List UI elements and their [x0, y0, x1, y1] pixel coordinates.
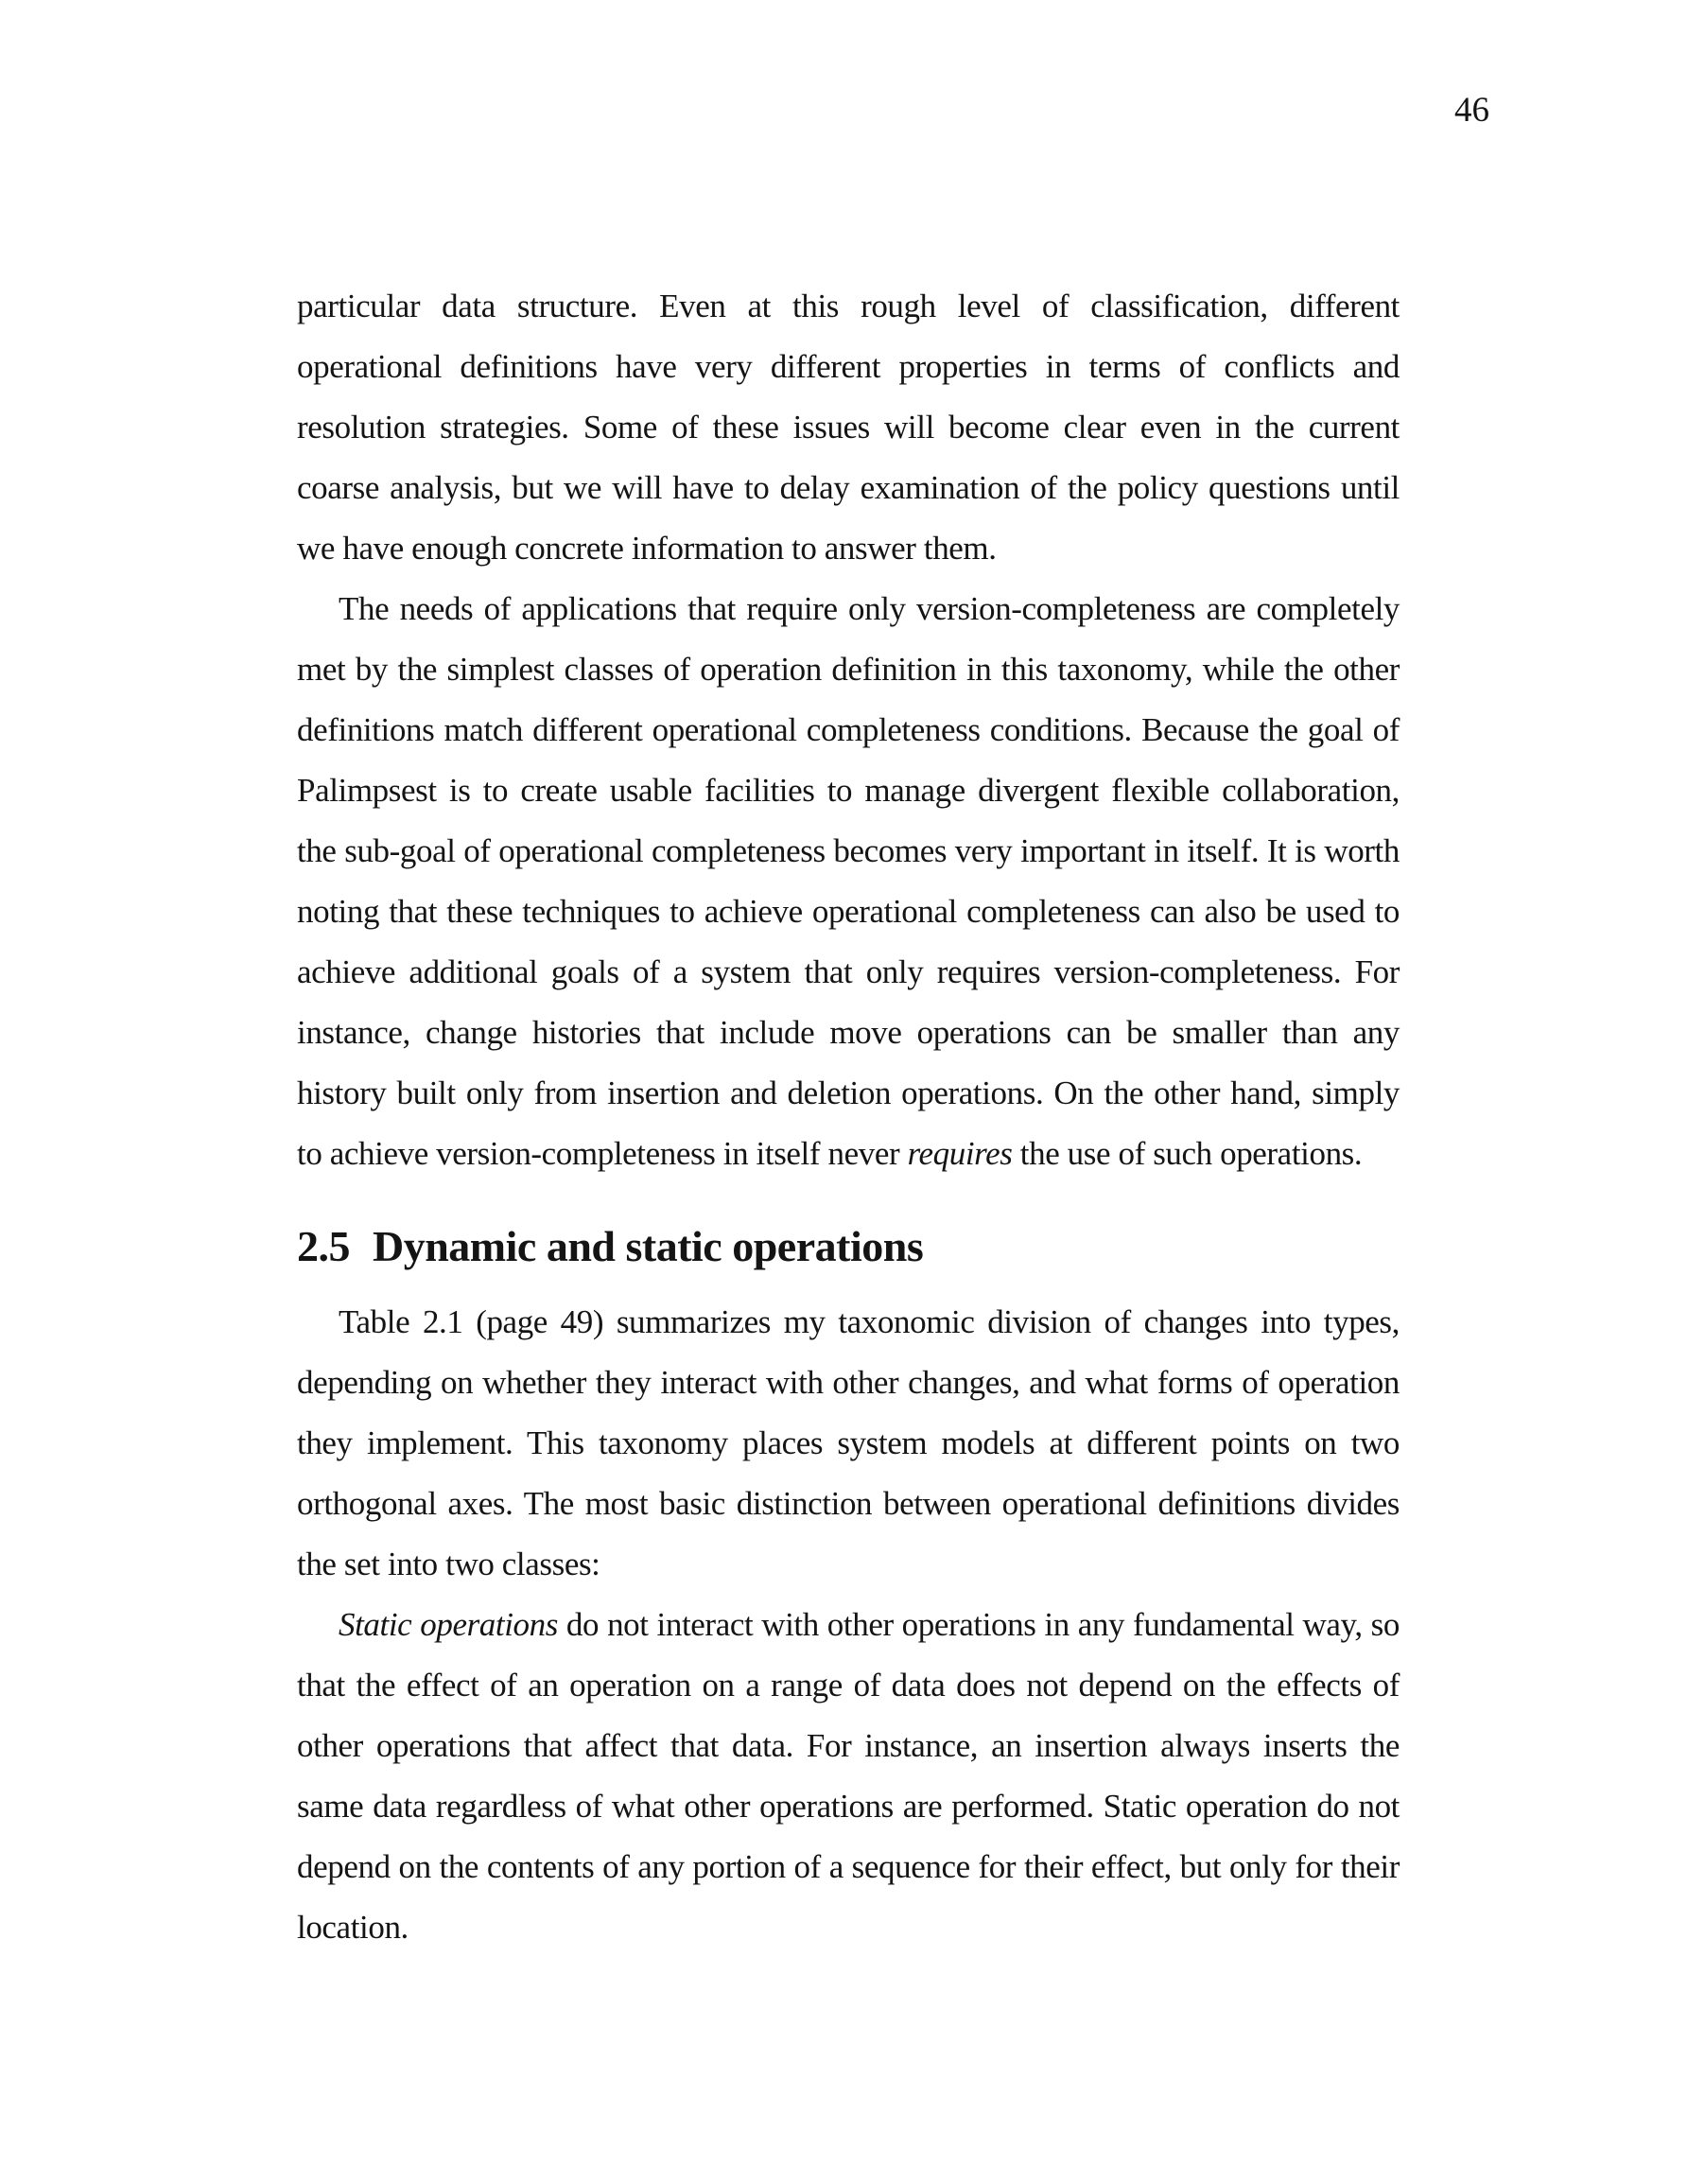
- paragraph-4: [297, 1595, 1400, 1958]
- italic-text-run: Static operations: [339, 1606, 558, 1643]
- paragraph-1: [297, 276, 1400, 579]
- page-number: 46: [1454, 91, 1489, 130]
- text-run: do not interact with other operations in any fundamental way, so that the effect of an operation on a range of data does not depend on the effects of other operations that affect that data. For instance, an insertion always inserts the same data regardless of what other operations are performed. Static operation do not depend on the contents of any portion of a sequence for their effect, but only for their location.: [297, 1606, 1400, 1946]
- section-heading: [297, 1220, 1400, 1273]
- text-run: particular data structure. Even at this rough level of classification, different operational definitions have very different properties in terms of conflicts and resolution strategies. Some of these issues will become clear even in the current coarse analysis, but we will have to delay examination of the policy questions until we have enough concrete information to answer them.: [297, 288, 1400, 567]
- italic-text-run: requires: [907, 1135, 1013, 1172]
- paragraph-2: [297, 579, 1400, 1184]
- section-title: Dynamic and static operations: [373, 1222, 924, 1270]
- text-run: The needs of applications that require only version-completeness are completely met by the simplest classes of operation definition in this taxonomy, while the other definitions match different operational completeness conditions. Because the goal of Palimpsest is to create usable facilities to manage divergent flexible collaboration, the sub-goal of operational completeness becomes very important in itself. It is worth noting that these techniques to achieve operational completeness can also be used to achieve additional goals of a system that only requires version-completeness. For instance, change histories that include move operations can be smaller than any history built only from insertion and deletion operations. On the other hand, simply to achieve version-completeness in itself never: [297, 590, 1400, 1172]
- page-body: [297, 276, 1400, 1958]
- paragraph-3: [297, 1292, 1400, 1595]
- text-run: the use of such operations.: [1012, 1135, 1363, 1172]
- text-run: Table 2.1 (page 49) summarizes my taxonomic division of changes into types, depending on whether they interact with other changes, and what forms of operation they implement. This taxonomy places system models at different points on two orthogonal axes. The most basic distinction between operational definitions divides the set into two classes:: [297, 1303, 1400, 1582]
- section-number: 2.5: [297, 1222, 350, 1270]
